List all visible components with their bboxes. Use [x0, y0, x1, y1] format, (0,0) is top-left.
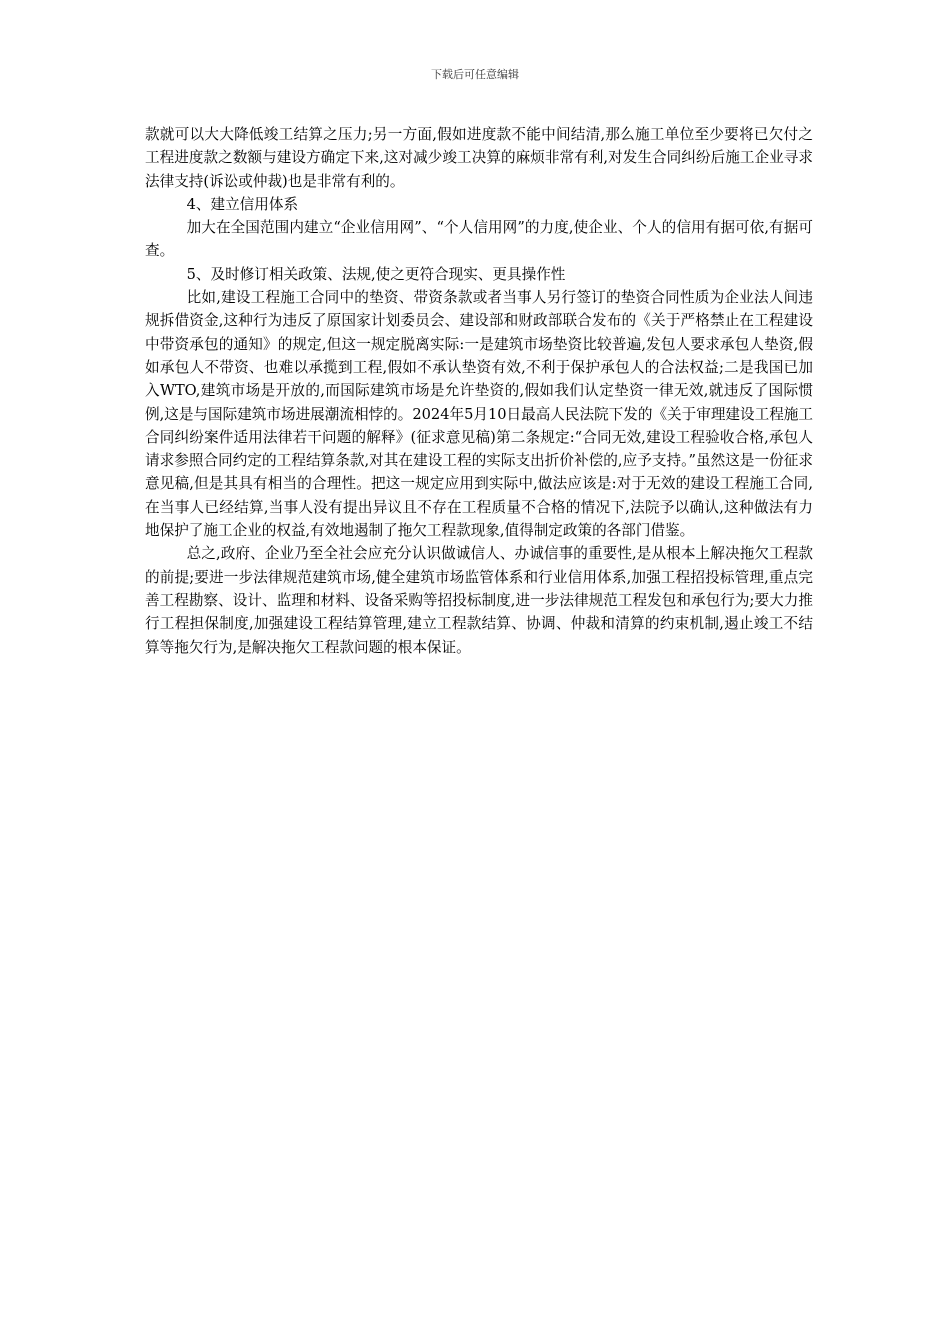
- section-heading-4: 4、建立信用体系: [186, 195, 299, 213]
- paragraph-continuation: 款就可以大大降低竣工结算之压力;另一方面,假如进度款不能中间结清,那么施工单位至少要将已欠付之工程进度款之数额与建设方确定下来,这对减少竣工决算的麻烦非常有利,对发生合同纠纷后施工企业寻求法律支持(诉讼或仲裁)也是非常有利的。: [145, 126, 813, 190]
- paragraph-credit-system: 加大在全国范围内建立“企业信用网”、“个人信用网”的力度,使企业、个人的信用有据可依,有据可查。: [145, 219, 813, 260]
- page-header: 下载后可任意编辑: [431, 68, 519, 81]
- paragraph-conclusion: 总之,政府、企业乃至全社会应充分认识做诚信人、办诚信事的重要性,是从根本上解决拖欠工程款的前提;要进一步法律规范建筑市场,健全建筑市场监管体系和行业信用体系,加强工程招投标管理,重点完善工程勘察、设计、监理和材料、设备采购等招投标制度,进一步法律规范工程发包和承包行为;要大力推行工程担保制度,加强建设工程结算管理,建立工程款结算、协调、仲裁和清算的约束机制,遏止竣工不结算等拖欠行为,是解决拖欠工程款问题的根本保证。: [145, 545, 813, 656]
- paragraph-policy-revision: 比如,建设工程施工合同中的垫资、带资条款或者当事人另行签订的垫资合同性质为企业法人间违规拆借资金,这种行为违反了原国家计划委员会、建设部和财政部联合发布的《关于严格禁止在工程建设中带资承包的通知》的规定,但这一规定脱离实际:一是建筑市场垫资比较普遍,发包人要求承包人垫资,假如承包人不带资、也难以承揽到工程,假如不承认垫资有效,不利于保护承包人的合法权益;二是我国已加入WTO,建筑市场是开放的,而国际建筑市场是允许垫资的,假如我们认定垫资一律无效,就违反了国际惯例,这是与国际建筑市场进展潮流相悖的。2024年5月10日最高人民法院下发的《关于审理建设工程施工合同纠纷案件适用法律若干问题的解释》(征求意见稿)第二条规定:“合同无效,建设工程验收合格,承包人请求参照合同约定的工程结算条款,对其在建设工程的实际支出折价补偿的,应予支持。”虽然这是一份征求意见稿,但是其具有相当的合理性。把这一规定应用到实际中,做法应该是:对于无效的建设工程施工合同,在当事人已经结算,当事人没有提出异议且不存在工程质量不合格的情况下,法院予以确认,这种做法有力地保护了施工企业的权益,有效地遏制了拖欠工程款现象,值得制定政策的各部门借鉴。: [145, 289, 813, 540]
- section-heading-5: 5、及时修订相关政策、法规,使之更符合现实、更具操作性: [186, 265, 566, 283]
- document-body: [145, 123, 813, 659]
